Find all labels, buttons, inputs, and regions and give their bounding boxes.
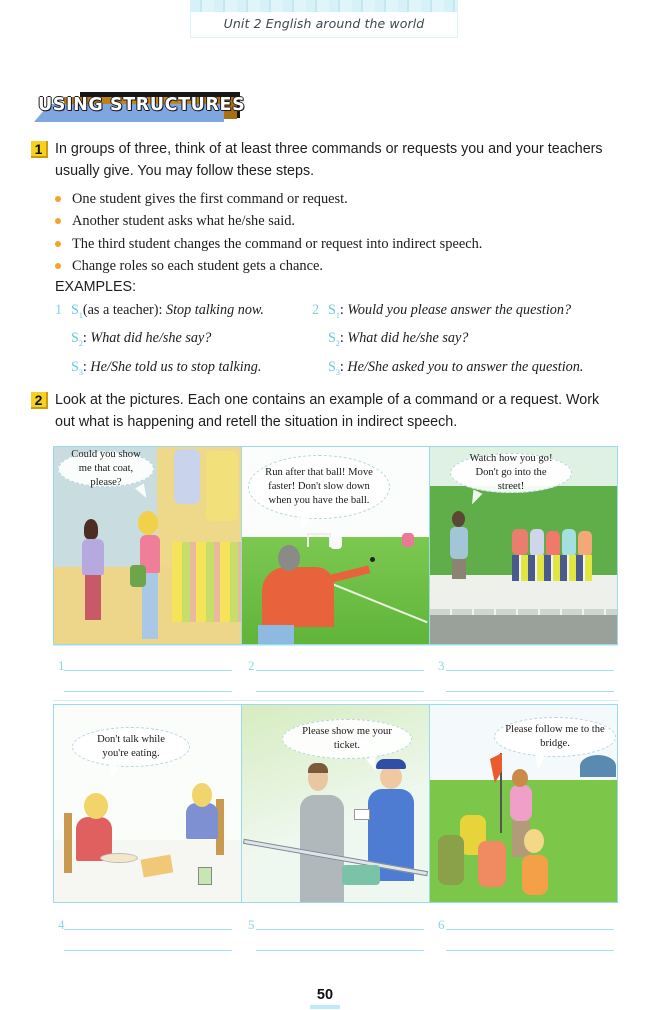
exercise2-instruction-line1: Look at the pictures. Each one contains an example of a command or a request. Work	[55, 392, 600, 408]
example-line	[55, 356, 264, 384]
step-item: Change roles so each student gets a chance.	[55, 255, 482, 277]
speaker-label: $S_2$	[328, 330, 340, 349]
speaker-label: $S_3$	[328, 358, 340, 377]
answer-line[interactable]	[64, 929, 232, 930]
separator: :	[82, 358, 91, 375]
answer-line[interactable]	[446, 929, 614, 930]
answer-number: 5	[248, 917, 255, 932]
exercise-number-badge: 2	[31, 392, 48, 409]
picture-shop	[54, 447, 242, 644]
example-line	[312, 299, 583, 327]
speech-bubble-tail	[366, 756, 380, 773]
example-line	[312, 327, 583, 355]
speech-bubble: Run after that ball! Move faster! Don't slow down when you have the ball.	[248, 455, 390, 519]
example-utterance: He/She asked you to answer the question.	[347, 358, 584, 375]
picture-ticket-gate	[242, 705, 430, 902]
answer-number: 2	[248, 658, 255, 673]
unit-title: Unit 2 English around the world	[223, 16, 425, 31]
picture-dinner	[54, 705, 242, 902]
speaker-label: $S_1$	[328, 302, 340, 320]
example-utterance: Would you please answer the question?	[347, 302, 572, 318]
speech-bubble: Don't talk while you're eating.	[72, 727, 190, 767]
answer-number: 6	[438, 917, 445, 932]
exercise1-instruction	[55, 138, 603, 182]
divider	[53, 645, 618, 646]
example-line	[55, 299, 264, 327]
picture-hiking	[430, 705, 617, 902]
answer-line[interactable]	[256, 929, 424, 930]
page-number: 50	[310, 985, 340, 1009]
picture-row-1	[53, 446, 618, 645]
speaker-label: $S_2$	[71, 330, 83, 349]
example-number: 1	[55, 302, 63, 318]
separator: :	[82, 330, 91, 347]
running-header	[190, 0, 458, 38]
section-banner	[34, 90, 246, 126]
example-utterance: Stop talking now.	[166, 302, 264, 318]
answer-line[interactable]	[256, 691, 424, 692]
section-title: USING STRUCTURES	[38, 95, 246, 115]
speech-bubble: Watch how you go! Don't go into the street!	[450, 453, 572, 493]
speaker-role: (as a teacher):	[82, 302, 166, 318]
separator: :	[339, 302, 348, 318]
speech-bubble-tail	[107, 764, 119, 780]
answer-number: 1	[58, 658, 65, 673]
answer-line[interactable]	[446, 670, 614, 671]
answer-line[interactable]	[64, 950, 232, 951]
speaker-label: $S_1$	[71, 302, 83, 320]
answer-line[interactable]	[256, 950, 424, 951]
separator: :	[339, 330, 348, 347]
picture-row-2	[53, 704, 618, 903]
speaker-label: $S_3$	[71, 358, 83, 377]
speech-bubble: Please follow me to the bridge.	[494, 717, 616, 757]
exercise1-instruction-line1: In groups of three, think of at least three commands or requests you and your teachers	[55, 141, 603, 157]
exercise2-instruction	[55, 389, 599, 433]
answer-number: 3	[438, 658, 445, 673]
picture-street	[430, 447, 617, 644]
separator: :	[339, 358, 348, 375]
steps-list	[55, 188, 482, 277]
picture-football	[242, 447, 430, 644]
example-number: 2	[312, 302, 320, 318]
example-line	[55, 327, 264, 355]
answer-line[interactable]	[446, 691, 614, 692]
example-utterance: He/She told us to stop talking.	[90, 358, 262, 375]
step-item: Another student asks what he/she said.	[55, 210, 482, 232]
answer-line[interactable]	[64, 670, 232, 671]
answer-line[interactable]	[64, 691, 232, 692]
answer-number: 4	[58, 917, 65, 932]
speech-bubble-tail	[296, 516, 309, 532]
example-1	[55, 299, 264, 384]
answer-line[interactable]	[256, 670, 424, 671]
example-utterance: What did he/she say?	[347, 330, 469, 347]
speech-bubble: Could you show me that coat, please?	[58, 451, 154, 487]
step-item: The third student changes the command or request into indirect speech.	[55, 233, 482, 255]
answer-line[interactable]	[446, 950, 614, 951]
step-item: One student gives the first command or request.	[55, 188, 482, 210]
example-2	[312, 299, 583, 384]
header-texture	[191, 0, 457, 12]
example-utterance: What did he/she say?	[90, 330, 212, 347]
examples-label: EXAMPLES:	[55, 279, 137, 295]
divider	[53, 700, 618, 701]
exercise1-instruction-line2: usually give. You may follow these steps.	[55, 163, 315, 179]
speech-bubble-tail	[533, 754, 545, 769]
exercise2-instruction-line2: out what is happening and retell the situation in indirect speech.	[55, 414, 458, 430]
speech-bubble: Please show me your ticket.	[282, 719, 412, 759]
example-line	[312, 356, 583, 384]
exercise-number-badge: 1	[31, 141, 48, 158]
